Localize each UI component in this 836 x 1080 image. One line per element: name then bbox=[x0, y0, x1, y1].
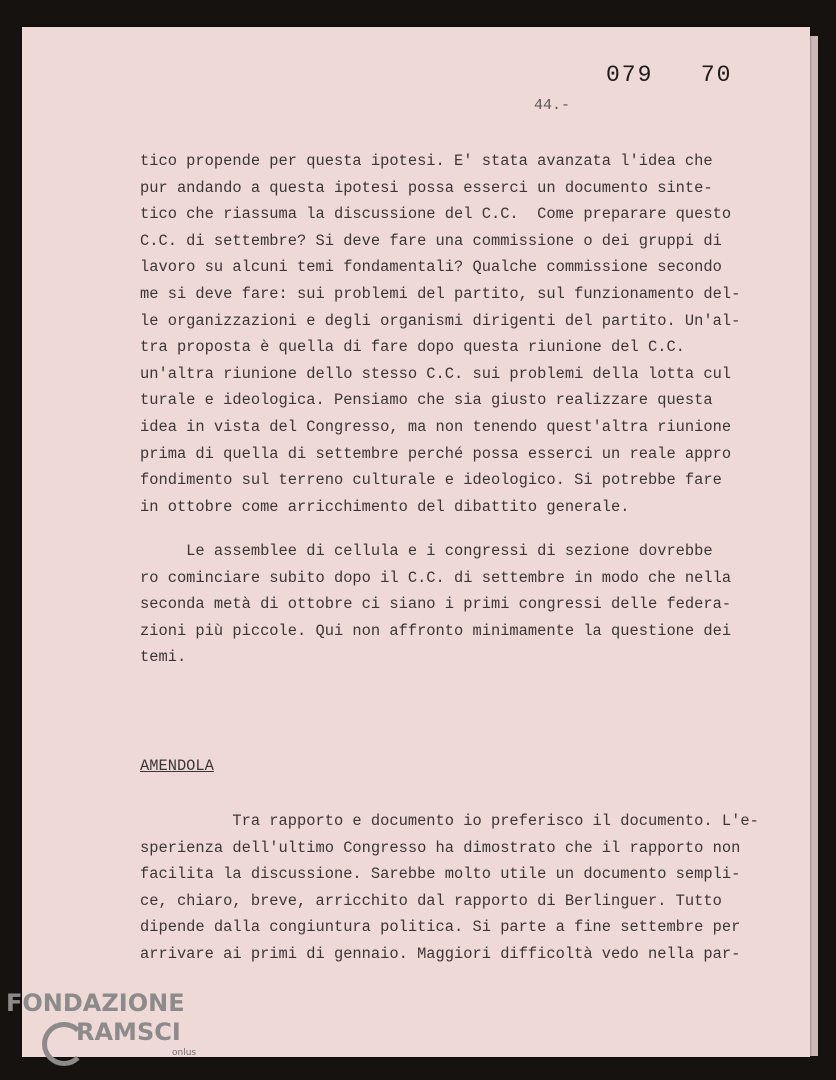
paragraph-2 bbox=[140, 538, 780, 671]
text-line: temi. bbox=[140, 648, 187, 667]
text-line: idea in vista del Congresso, ma non tenendo quest'altra riunione bbox=[140, 417, 732, 436]
text-line: in ottobre come arricchimento del dibattito generale. bbox=[140, 497, 630, 516]
page-edge bbox=[810, 36, 818, 1056]
logo-text-line1: FONDAZIONE bbox=[6, 989, 185, 1017]
paragraph-3 bbox=[140, 808, 780, 968]
text-line: seconda metà di ottobre ci siano i primi congressi delle federa- bbox=[140, 595, 732, 614]
text-line: facilita la discussione. Sarebbe molto utile un documento sempli- bbox=[140, 865, 741, 884]
text-line: arrivare ai primi di gennaio. Maggiori difficoltà vedo nella par- bbox=[140, 944, 741, 963]
text-line: sperienza dell'ultimo Congresso ha dimostrato che il rapporto non bbox=[140, 838, 741, 857]
text-line: turale e ideologica. Pensiamo che sia giusto realizzare questa bbox=[140, 391, 713, 410]
text-line: tico propende per questa ipotesi. E' stata avanzata l'idea che bbox=[140, 152, 713, 170]
text-line: tico che riassuma la discussione del C.C. Come preparare questo bbox=[140, 205, 732, 224]
text-line: fondimento sul terreno culturale e ideologico. Si potrebbe fare bbox=[140, 471, 722, 490]
text-line: le organizzazioni e degli organismi dirigenti del partito. Un'al- bbox=[140, 311, 741, 330]
text-line: tra proposta è quella di fare dopo questa riunione del C.C. bbox=[140, 338, 685, 357]
text-line: pur andando a questa ipotesi possa esserci un documento sinte- bbox=[140, 178, 713, 197]
archive-number: 079 70 bbox=[606, 62, 733, 88]
speaker-name: AMENDOLA bbox=[140, 757, 214, 775]
text-line: dipende dalla congiuntura politica. Si parte a fine settembre per bbox=[140, 918, 741, 937]
text-line: Le assemblee di cellula e i congressi di sezione dovrebbe bbox=[140, 542, 713, 560]
text-line: lavoro su alcuni temi fondamentali? Qualche commissione secondo bbox=[140, 258, 722, 277]
text-line: C.C. di settembre? Si deve fare una commissione o dei gruppi di bbox=[140, 231, 722, 250]
text-line: zioni più piccole. Qui non affronto minimamente la questione dei bbox=[140, 621, 732, 640]
text-line: ce, chiaro, breve, arricchito dal rapporto di Berlinguer. Tutto bbox=[140, 891, 722, 910]
text-line: Tra rapporto e documento io preferisco il documento. L'e- bbox=[140, 812, 759, 830]
text-line: prima di quella di settembre perché possa esserci un reale appro bbox=[140, 444, 732, 463]
paragraph-1 bbox=[140, 148, 780, 520]
logo-g-icon bbox=[42, 1022, 86, 1066]
logo-text-line2: RAMSCI bbox=[76, 1018, 181, 1046]
fondazione-gramsci-logo bbox=[6, 988, 197, 1058]
text-line: me si deve fare: sui problemi del partito, sul funzionamento del- bbox=[140, 284, 741, 303]
page-number: 44.- bbox=[534, 97, 571, 114]
text-line: un'altra riunione dello stesso C.C. sui problemi della lotta cul bbox=[140, 364, 732, 383]
logo-suffix: onlus bbox=[172, 1048, 197, 1058]
text-line: ro cominciare subito dopo il C.C. di settembre in modo che nella bbox=[140, 568, 732, 587]
